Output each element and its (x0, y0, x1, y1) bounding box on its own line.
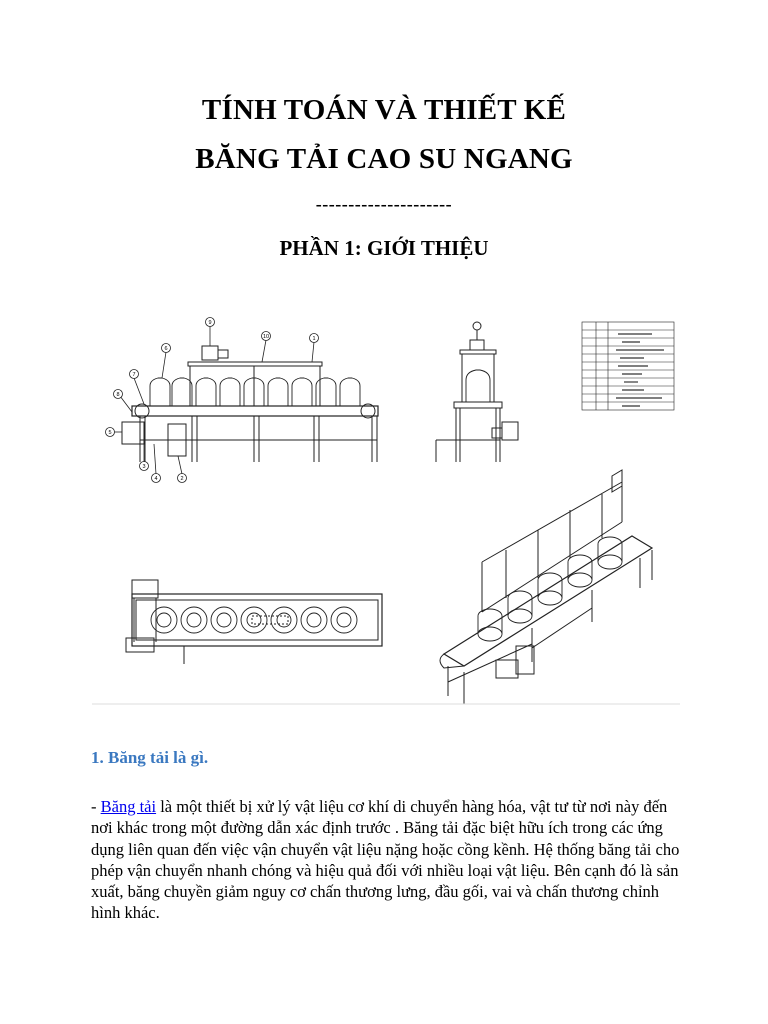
paragraph-prefix: - (91, 797, 101, 816)
balloon-number: 4 (154, 476, 158, 483)
section-title: PHẦN 1: GIỚI THIỆU (279, 236, 489, 260)
balloon-number: 3 (142, 464, 146, 471)
balloon-number: 6 (164, 346, 168, 353)
balloon-number: 8 (116, 392, 120, 399)
page-title-line-1: TÍNH TOÁN VÀ THIẾT KẾ (201, 94, 567, 126)
bang-tai-link[interactable]: Băng tải (100, 797, 157, 816)
front-view-drawing (106, 318, 379, 483)
balloon-number: 10 (262, 334, 270, 341)
isometric-view-drawing (440, 470, 652, 704)
page-title-line-2: BĂNG TẢI CAO SU NGANG (195, 143, 573, 175)
balloon-number: 5 (108, 430, 112, 437)
balloon-number: 2 (180, 476, 184, 483)
section-heading: 1. Băng tải là gì. (91, 748, 209, 767)
conveyor-technical-drawing (92, 312, 680, 706)
top-view-drawing (126, 580, 382, 664)
paragraph-body: là một thiết bị xử lý vật liệu cơ khí di chuyển hàng hóa, vật tư từ nơi này đến nơi khác trong một đường dẫn xác định trước . Băng tải đặc biệt hữu ích trong các ứng dụng liên quan đến việc vận chuyển vật liệu nặng hoặc cồng kềnh. Hệ thống băng tải cho phép vận chuyển nhanh chóng và hiệu quả đối với nhiều loại vật liệu. Bên cạnh đó là sản xuất, băng chuyền giảm nguy cơ chấn thương lưng, đầu gối, vai và chấn thương chỉnh hình khác. (91, 797, 680, 923)
side-view-drawing (436, 322, 518, 462)
balloon-number: 9 (208, 320, 212, 327)
balloon-number: 7 (132, 372, 136, 379)
balloon-number: 1 (312, 336, 316, 343)
title-separator: --------------------- (315, 194, 453, 214)
intro-paragraph (91, 796, 691, 924)
parts-list-table (582, 322, 674, 410)
